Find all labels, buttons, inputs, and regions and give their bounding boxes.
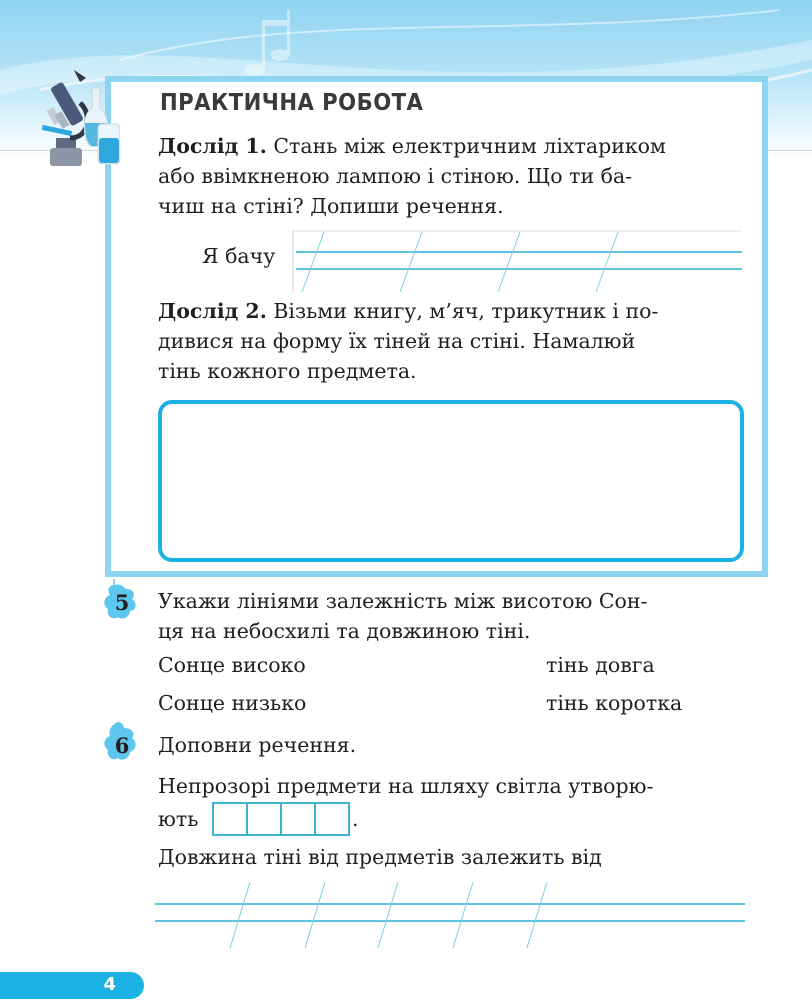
match-left-item[interactable]: Сонце високо [158, 653, 306, 677]
experiment-2-label: Дослід 2. [158, 299, 267, 323]
answer-cell[interactable] [212, 802, 248, 836]
experiment-1-label: Дослід 1. [158, 134, 267, 158]
experiment-1-text: Дослід 1. Стань між електричним ліхтариком або ввімкненою лампою і стіною. Що ти ба- чиш на стіні? Допиши речення. [158, 134, 666, 218]
match-right-item[interactable]: тінь коротка [546, 691, 683, 715]
task-6-answer-lines[interactable] [155, 880, 745, 950]
answer-cell[interactable] [246, 802, 282, 836]
microscope-flask-icon [40, 68, 120, 174]
experiment-1-answer-lines[interactable] [292, 230, 742, 292]
task-6-sentence-2: Довжина тіні від предметів залежить від [158, 845, 602, 869]
task-6-number: 6 [114, 733, 130, 758]
shadow-drawing-area[interactable] [158, 400, 744, 562]
page-number-tab [0, 972, 144, 999]
experiment-2-text: Дослід 2. Візьми книгу, м’яч, трикутник і по- дивися на форму їх тіней на стіні. Намалюй тінь кожного предмета. [158, 299, 659, 383]
section-title: ПРАКТИЧНА РОБОТА [160, 90, 424, 116]
answer-cell[interactable] [280, 802, 316, 836]
answer-cells [212, 802, 348, 836]
match-left-item[interactable]: Сонце низько [158, 691, 307, 715]
task-6-instruction: Доповни речення. [158, 733, 357, 757]
task-5-text: Укажи лініями залежність між висотою Сон- ця на небосхилі та довжиною тіні. [158, 589, 648, 643]
task-6-sentence-1-end: ють [158, 807, 199, 831]
page-number: 4 [103, 974, 116, 995]
answer-prompt: Я бачу [202, 244, 276, 268]
sentence-period: . [352, 807, 359, 831]
match-right-item[interactable]: тінь довга [546, 653, 655, 677]
answer-cell[interactable] [314, 802, 350, 836]
task-5-number: 5 [114, 590, 130, 615]
task-6-sentence-1: Непрозорі предмети на шляху світла утворю- [158, 774, 654, 798]
